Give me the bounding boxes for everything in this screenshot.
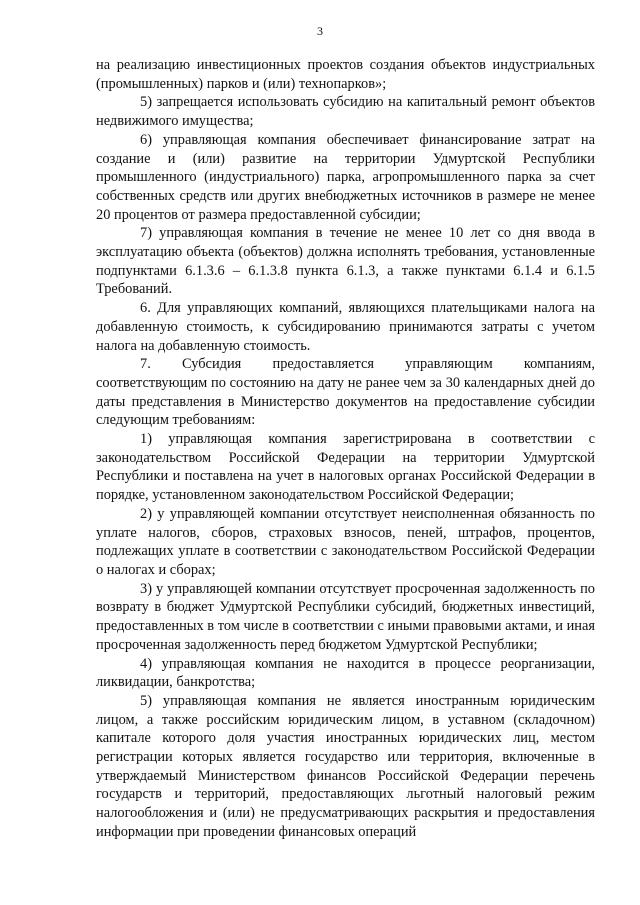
- paragraph: 7. Субсидия предоставляется управляющим компаниям, соответствующим по состоянию на дату не ранее чем за 30 календарных дней до даты представления в Министерство документов на предоставление субсидии следующим требованиям:: [96, 356, 595, 429]
- paragraph: 6) управляющая компания обеспечивает финансирование затрат на создание и (или) развитие на территории Удмуртской Республики промышленного (индустриального) парка, агропромышленного парка за счет собственных средств или других внебюджетных источников в размере не менее 20 процентов от размера предоставленной субсидии;: [96, 131, 595, 223]
- paragraph: 6. Для управляющих компаний, являющихся плательщиками налога на добавленную стоимость, к субсидированию принимаются затраты с учетом налога на добавленную стоимость.: [96, 300, 595, 354]
- paragraph: 2) у управляющей компании отсутствует неисполненная обязанность по уплате налогов, сборов, страховых взносов, пеней, штрафов, процентов, подлежащих уплате в соответствии с законодательством Российской Федерации о налогах и сборах;: [96, 505, 595, 578]
- paragraph: 4) управляющая компания не находится в процессе реорганизации, ликвидации, банкротства;: [96, 655, 595, 691]
- document-body: [96, 56, 595, 842]
- paragraph: 3) у управляющей компании отсутствует просроченная задолженность по возврату в бюджет Удмуртской Республики субсидий, бюджетных инвестиций, предоставленных в том числе в соответствии с иными правовыми актами, и иная просроченная задолженность перед бюджетом Удмуртской Республики;: [96, 580, 595, 653]
- page-number: 3: [317, 24, 323, 38]
- paragraph: 1) управляющая компания зарегистрирована в соответствии с законодательством Российской Федерации на территории Удмуртской Республики и поставлена на учет в налоговых органах Российской Федерации в порядке, установленном законодательством Российской Федерации;: [96, 431, 595, 504]
- paragraph: на реализацию инвестиционных проектов создания объектов индустриальных (промышленных) парков и (или) технопарков»;: [96, 57, 595, 92]
- paragraph: 5) управляющая компания не является иностранным юридическим лицом, а также российским юридическим лицом, в уставном (складочном) капитале которого доля участия иностранных юридических лиц, местом регистрации которых является государство или территория, включенные в утверждаемый Министерством финансов Российской Федерации перечень государств и территорий, предоставляющих льготный налоговый режим налогообложения и (или) не предусматривающих раскрытия и предоставления информации при проведении финансовых операций: [96, 692, 595, 840]
- paragraph: 7) управляющая компания в течение не менее 10 лет со дня ввода в эксплуатацию объекта (объектов) должна исполнять требования, установленные подпунктами 6.1.3.6 – 6.1.3.8 пункта 6.1.3, а также пунктами 6.1.4 и 6.1.5 Требований.: [96, 225, 595, 298]
- paragraph: 5) запрещается использовать субсидию на капитальный ремонт объектов недвижимого имущества;: [96, 94, 595, 130]
